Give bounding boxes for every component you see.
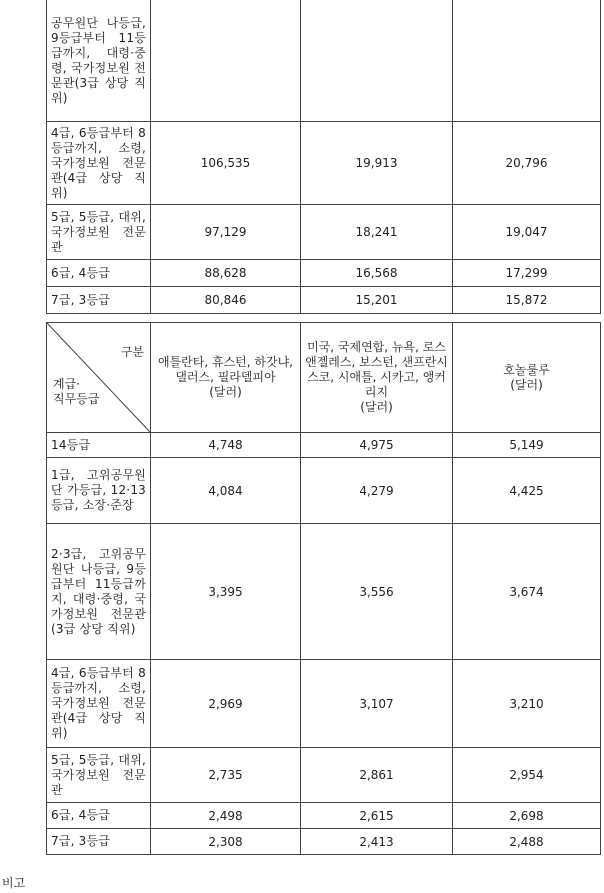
table-row — [47, 660, 601, 748]
value-cell: 2,698 — [453, 803, 601, 829]
value-cell: 2,969 — [151, 660, 301, 748]
table-row — [47, 524, 601, 660]
grade-cell: 6급, 4등급 — [47, 260, 151, 287]
value-cell — [151, 0, 301, 122]
value-cell: 20,796 — [453, 122, 601, 205]
value-cell — [301, 0, 453, 122]
grade-cell: 공무원단 나등급, 9등급부터 11등급까지, 대령·중령, 국가정보원 전문관(3급 상당 직위) — [47, 0, 151, 122]
value-cell: 2,488 — [453, 829, 601, 855]
value-cell: 2,861 — [301, 748, 453, 803]
value-cell: 3,395 — [151, 524, 301, 660]
table-row — [47, 748, 601, 803]
grade-cell: 7급, 3등급 — [47, 829, 151, 855]
header-row — [47, 323, 601, 433]
grade-cell: 4급, 6등급부터 8등급까지, 소령, 국가정보원 전문관(4급 상당 직위) — [47, 122, 151, 205]
table-row — [47, 458, 601, 524]
grade-cell: 6급, 4등급 — [47, 803, 151, 829]
table-row — [47, 803, 601, 829]
value-cell: 17,299 — [453, 260, 601, 287]
table-row — [47, 260, 601, 287]
value-cell: 4,084 — [151, 458, 301, 524]
table-row — [47, 0, 601, 122]
value-cell — [453, 0, 601, 122]
note-label: 비고 — [2, 876, 26, 890]
column-header: 미국, 국제연합, 뉴욕, 로스앤젤레스, 보스턴, 샌프란시스코, 시애틀, 시카고, 앵커리지 (달러) — [301, 323, 453, 433]
value-cell: 4,748 — [151, 433, 301, 458]
grade-cell: 4급, 6등급부터 8등급까지, 소령, 국가정보원 전문관(4급 상당 직위) — [47, 660, 151, 748]
grade-cell: 2·3급, 고위공무원단 나등급, 9등급부터 11등급까지, 대령·중령, 국가정보원 전문관(3급 상당 직위) — [47, 524, 151, 660]
grade-cell: 14등급 — [47, 433, 151, 458]
value-cell: 16,568 — [301, 260, 453, 287]
header-corner-cell — [47, 323, 151, 433]
value-cell: 15,872 — [453, 287, 601, 314]
value-cell: 4,425 — [453, 458, 601, 524]
value-cell: 2,615 — [301, 803, 453, 829]
grade-cell: 1급, 고위공무원단 가등급, 12·13등급, 소장·준장 — [47, 458, 151, 524]
value-cell: 4,279 — [301, 458, 453, 524]
value-cell: 2,308 — [151, 829, 301, 855]
value-cell: 2,735 — [151, 748, 301, 803]
value-cell: 3,210 — [453, 660, 601, 748]
column-header: 애틀란타, 휴스턴, 하갓냐, 댈러스, 필라델피아 (달러) — [151, 323, 301, 433]
value-cell: 15,201 — [301, 287, 453, 314]
grade-cell: 7급, 3등급 — [47, 287, 151, 314]
table-row — [47, 829, 601, 855]
value-cell: 2,498 — [151, 803, 301, 829]
value-cell: 18,241 — [301, 205, 453, 260]
value-cell: 5,149 — [453, 433, 601, 458]
value-cell: 80,846 — [151, 287, 301, 314]
value-cell: 3,674 — [453, 524, 601, 660]
corner-label-top: 구분 — [120, 345, 144, 359]
table-row — [47, 205, 601, 260]
grade-cell: 5급, 5등급, 대위, 국가정보원 전문관 — [47, 205, 151, 260]
value-cell: 4,975 — [301, 433, 453, 458]
value-cell: 97,129 — [151, 205, 301, 260]
column-header: 호놀룰루 (달러) — [453, 323, 601, 433]
salary-table-monthly — [46, 322, 601, 855]
table-row — [47, 287, 601, 314]
salary-table-annual — [46, 0, 601, 314]
table-row — [47, 122, 601, 205]
grade-cell: 5급, 5등급, 대위, 국가정보원 전문관 — [47, 748, 151, 803]
value-cell: 88,628 — [151, 260, 301, 287]
value-cell: 19,913 — [301, 122, 453, 205]
value-cell: 3,556 — [301, 524, 453, 660]
corner-label-bottom: 계급· 직무등급 — [53, 377, 100, 406]
value-cell: 3,107 — [301, 660, 453, 748]
value-cell: 106,535 — [151, 122, 301, 205]
value-cell: 2,954 — [453, 748, 601, 803]
value-cell: 2,413 — [301, 829, 453, 855]
value-cell: 19,047 — [453, 205, 601, 260]
table-row — [47, 433, 601, 458]
